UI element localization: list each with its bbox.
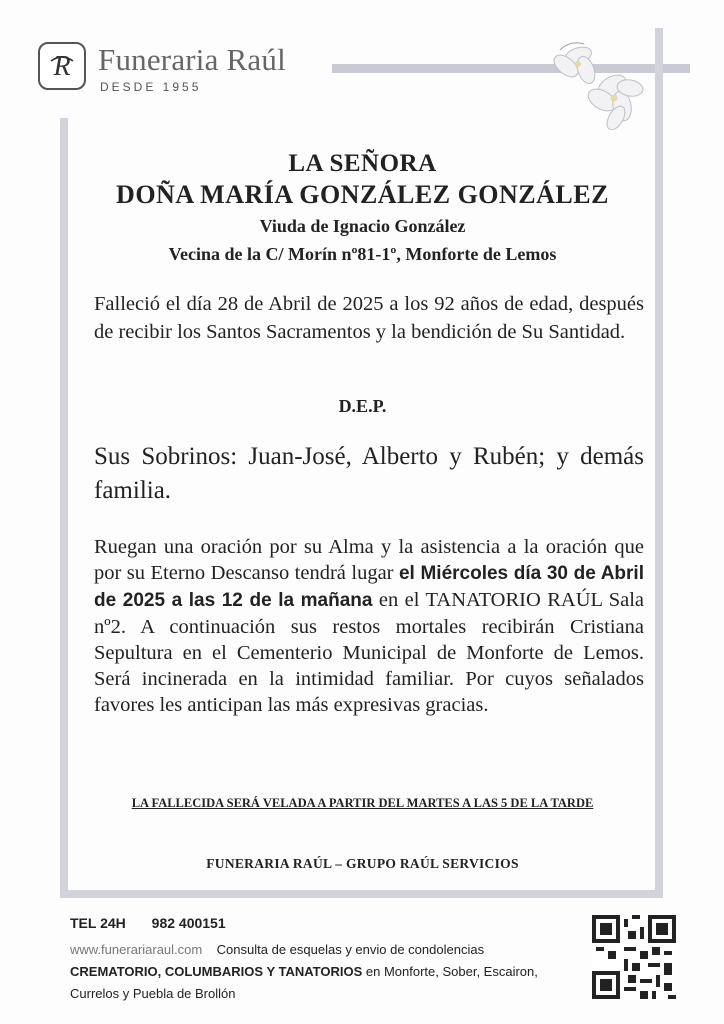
frame-bottom-bar — [60, 890, 663, 898]
contact-block — [70, 915, 570, 1005]
svg-text:R: R — [53, 51, 71, 82]
ceremony-paragraph — [94, 534, 644, 718]
ceremony-date: el Miércoles día 30 de Abril de 2025 a las 12 de la mañana — [94, 563, 644, 611]
services-text: CREMATORIO, COLUMBARIOS Y TANATORIOS — [70, 964, 363, 979]
ceremony-text-1: Ruegan una oración por su Alma y la asistencia a la oración que por su Eterno Descanso tendrá lugar — [94, 536, 644, 584]
frame-left-bar — [60, 118, 68, 898]
qr-code-icon[interactable] — [592, 915, 676, 999]
brand-name: Funeraria Raúl — [98, 42, 286, 77]
funeraria-raul-logo-icon — [38, 42, 86, 90]
phone-line — [70, 915, 570, 931]
deceased-name: DOÑA MARÍA GONZÁLEZ GONZÁLEZ — [116, 180, 609, 209]
family-paragraph: Sus Sobrinos: Juan-José, Alberto y Rubén; y demás familia. — [94, 443, 644, 504]
flowers-icon — [540, 30, 650, 130]
ceremony-text-2: en el TANATORIO RAÚL Sala nº2. A continuación sus restos mortales recibirán Cristiana Sepultura en el Cementerio Municipal de Monforte de Lemos. Será incinerada en la intimidad familiar. Por cuyos señalados favores les anticipan las más expresivas gracias. — [94, 589, 644, 716]
phone-label: TEL 24H — [70, 915, 126, 931]
address-line: Vecina de la C/ Morín nº81-1º, Monforte de Lemos — [168, 244, 557, 264]
title-line-1: LA SEÑORA — [288, 150, 437, 177]
rip-label: D.E.P. — [338, 396, 387, 416]
widow-line: Viuda de Ignacio González — [259, 216, 466, 236]
wake-notice: LA FALLECIDA SERÁ VELADA A PARTIR DEL MARTES A LAS 5 DE LA TARDE — [131, 796, 594, 810]
info-text-2: en Monforte, Sober, Escairon, Currelos y Puebla de Brollón — [70, 964, 538, 1001]
website-link[interactable]: www.funerariaraul.com — [70, 942, 203, 957]
brand-since: DESDE 1955 — [100, 80, 202, 94]
phone-number[interactable]: 982 400151 — [151, 915, 226, 931]
death-notice-paragraph: Falleció el día 28 de Abril de 2025 a los 92 años de edad, después de recibir los Santos Sacramentos y la bendición de Su Santidad. — [94, 293, 644, 343]
info-text-1: Consulta de esquelas y envio de condolencias — [216, 942, 485, 957]
contact-info — [70, 939, 570, 1005]
frame-right-bar — [655, 28, 663, 898]
signature: FUNERARIA RAÚL – GRUPO RAÚL SERVICIOS — [206, 856, 519, 871]
